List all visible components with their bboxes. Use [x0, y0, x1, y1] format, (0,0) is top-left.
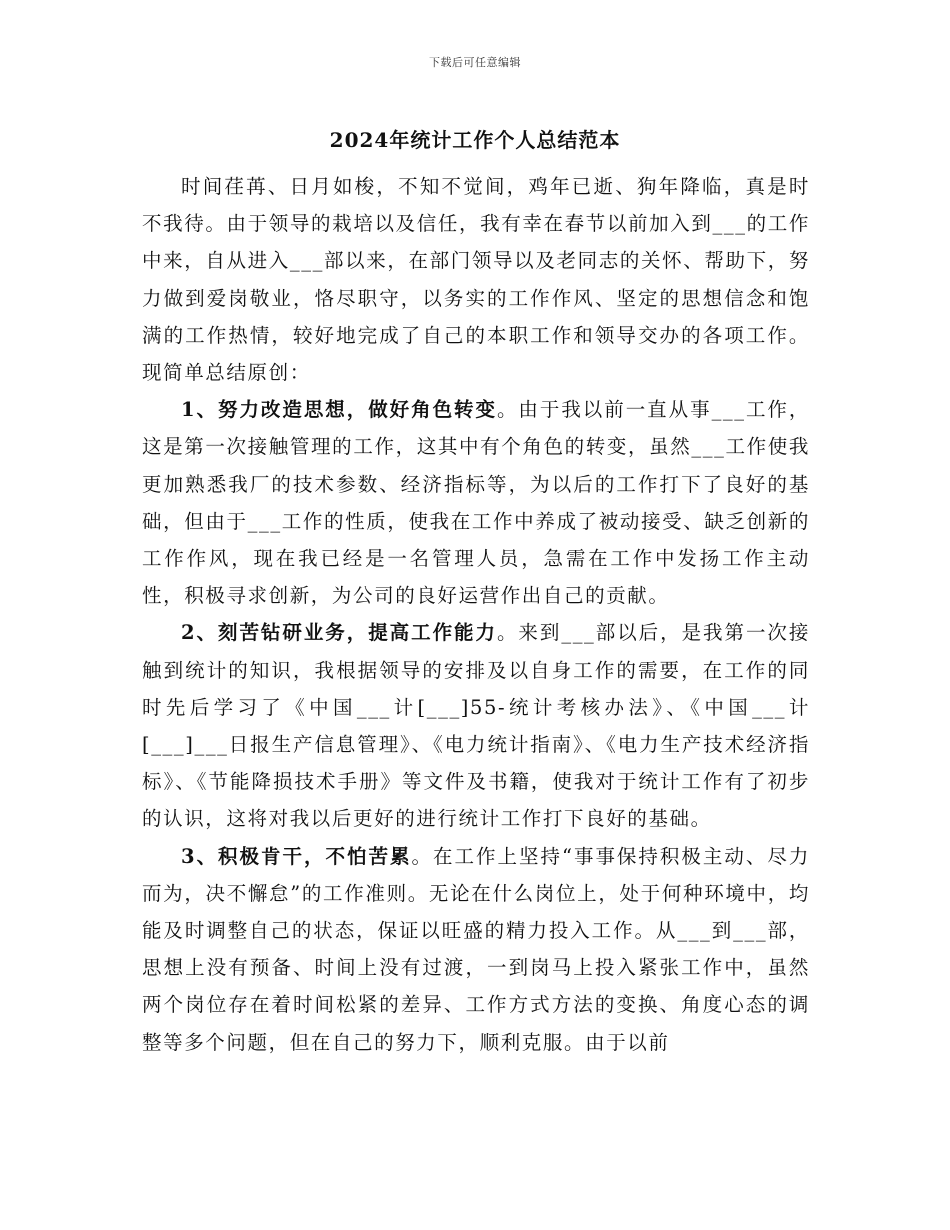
section-1-text: 。由于我以前一直从事___工作，这是第一次接触管理的工作，这其中有个角色的转变，虽然___工作使我更加熟悉我厂的技术参数、经济指标等，为以后的工作打下了良好的基础，但由于___工作的性质，使我在工作中养成了被动接受、缺乏创新的工作作风，现在我已经是一名管理人员，急需在工作中发扬工作主动性，积极寻求创新，为公司的良好运营作出自己的贡献。 — [142, 398, 810, 608]
document-body — [142, 168, 810, 1061]
section-3-text: 。在工作上坚持“事事保持积极主动、尽力而为，决不懈怠”的工作准则。无论在什么岗位上，处于何种环境中，均能及时调整自己的状态，保证以旺盛的精力投入工作。从___到___部，思想上没有预备、时间上没有过渡，一到岗马上投入紧张工作中，虽然两个岗位存在着时间松紧的差异、工作方式方法的变换、角度心态的调整等多个问题，但在自己的努力下，顺利克服。由于以前 — [142, 844, 810, 1054]
section-2-text: 。来到___部以后，是我第一次接触到统计的知识，我根据领导的安排及以自身工作的需要，在工作的同时先后学习了《中国___计[___]55-统计考核办法》、《中国___计[___]___日报生产信息管理》、《电力统计指南》、《电力生产技术经济指标》、《节能降损技术手册》等文件及书籍，使我对于统计工作有了初步的认识，这将对我以后更好的进行统计工作打下良好的基础。 — [142, 621, 810, 831]
section-2-heading: 2、刻苦钻研业务，提高工作能力 — [181, 621, 497, 645]
paragraph-intro-text: 时间荏苒、日月如梭，不知不觉间，鸡年已逝、狗年降临，真是时不我待。由于领导的栽培以及信任，我有幸在春节以前加入到___的工作中来，自从进入___部以来，在部门领导以及老同志的关怀、帮助下，努力做到爱岗敬业，恪尽职守，以务实的工作作风、坚定的思想信念和饱满的工作热情，较好地完成了自己的本职工作和领导交办的各项工作。现简单总结原创： — [142, 175, 810, 385]
document-title: 2024年统计工作个人总结范本 — [329, 128, 621, 152]
paragraph-section-3 — [142, 838, 810, 1061]
section-3-heading: 3、积极肯干，不怕苦累 — [181, 844, 412, 868]
paragraph-section-2 — [142, 614, 810, 837]
paragraph-intro — [142, 168, 810, 391]
paragraph-section-1 — [142, 391, 810, 614]
section-1-heading: 1、努力改造思想，做好角色转变 — [181, 398, 497, 422]
header-note: 下载后可任意编辑 — [429, 56, 521, 69]
